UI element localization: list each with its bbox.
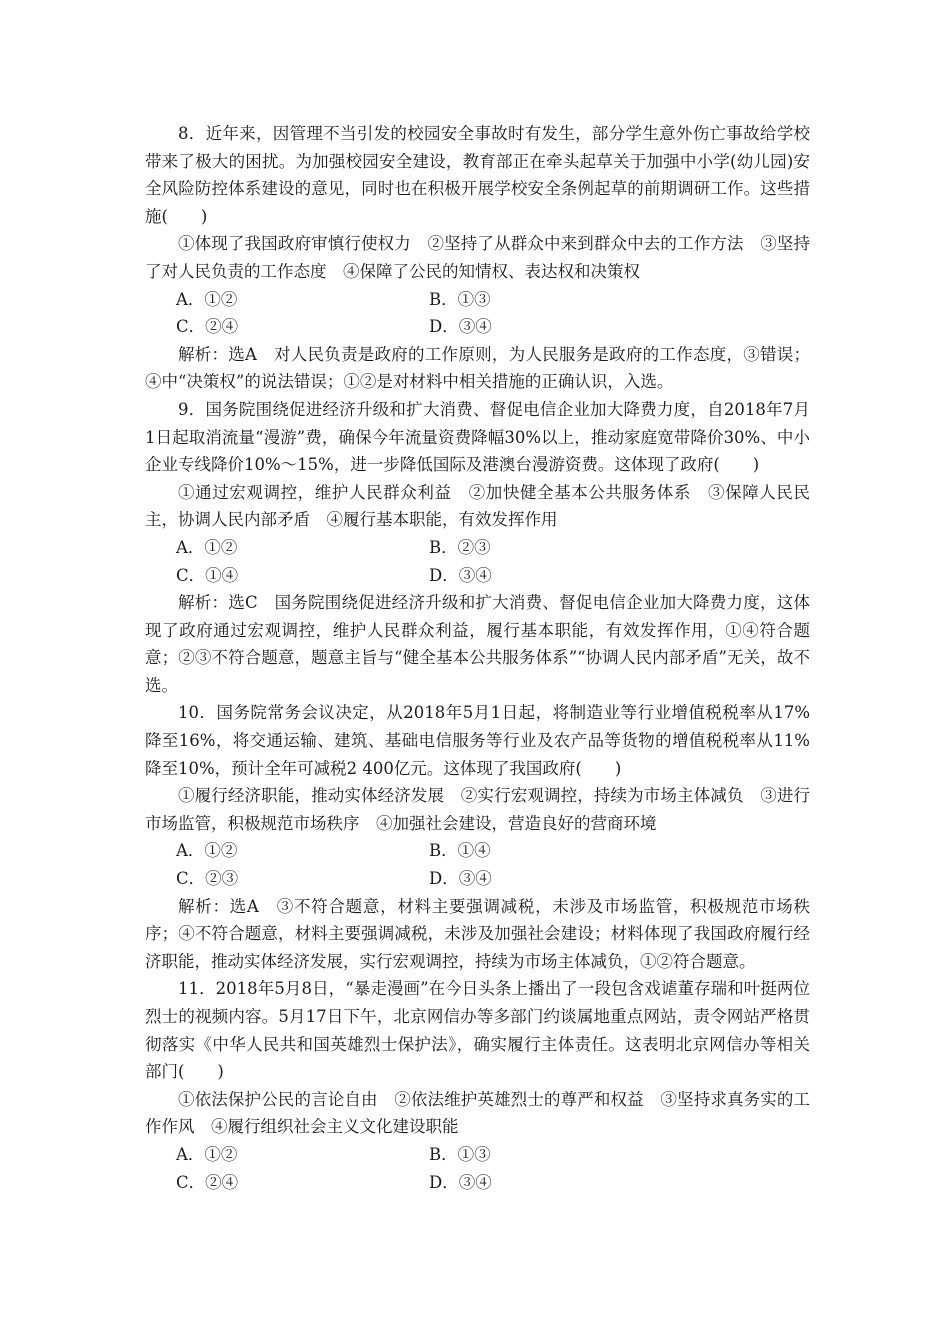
- options-row: [145, 837, 810, 865]
- option-c: C．①④: [176, 565, 239, 585]
- option-d: D．③④: [429, 869, 492, 889]
- question-stem: 8．近年来，因管理不当引发的校园安全事故时有发生，部分学生意外伤亡事故给学校带来了极大的困扰。为加强校园安全建设，教育部正在牵头起草关于加强中小学(幼儿园)安全风险防控体系建设的意见，同时也在积极开展学校安全条例起草的前期调研工作。这些措施( ): [145, 124, 810, 226]
- options-row: [145, 562, 810, 590]
- question-9: [145, 396, 810, 700]
- analysis: 解析：选A 对人民负责是政府的工作原则，为人民服务是政府的工作态度，③错误；④中“决策权”的说法错误；①②是对材料中相关措施的正确认识，入选。: [145, 344, 810, 392]
- options-row: [145, 865, 810, 893]
- option-c: C．②④: [176, 1172, 239, 1192]
- options-row: [145, 286, 810, 314]
- option-b: B．①③: [429, 1144, 491, 1164]
- option-c: C．②③: [176, 869, 239, 889]
- options-row: [145, 313, 810, 341]
- option-d: D．③④: [429, 317, 492, 337]
- question-items: ①履行经济职能，推动实体经济发展 ②实行宏观调控，持续为市场主体减负 ③进行市场监管，积极规范市场秩序 ④加强社会建设，营造良好的营商环境: [145, 786, 810, 833]
- question-11: [145, 975, 810, 1196]
- option-a: A．①②: [176, 537, 238, 557]
- option-d: D．③④: [429, 1172, 492, 1192]
- option-b: B．①④: [429, 841, 491, 861]
- option-b: B．②③: [429, 537, 491, 557]
- question-items: ①依法保护公民的言论自由 ②依法维护英雄烈士的尊严和权益 ③坚持求真务实的工作作风 ④履行组织社会主义文化建设职能: [145, 1089, 810, 1137]
- option-a: A．①②: [176, 289, 238, 309]
- question-stem: 9．国务院围绕促进经济升级和扩大消费、督促电信企业加大降费力度，自2018年7月1日起取消流量“漫游”费，确保今年流量资费降幅30%以上，推动家庭宽带降价30%、中小企业专线降价10%～15%，进一步降低国际及港澳台漫游资费。这体现了政府( ): [145, 399, 810, 475]
- options-row: [145, 1169, 810, 1197]
- question-stem: 10．国务院常务会议决定，从2018年5月1日起，将制造业等行业增值税税率从17%降至16%，将交通运输、建筑、基础电信服务等行业及农产品等货物的增值税税率从11%降至10%，预计全年可减税2 400亿元。这体现了我国政府( ): [145, 703, 810, 778]
- option-d: D．③④: [429, 565, 492, 585]
- option-c: C．②④: [176, 317, 239, 337]
- analysis: 解析：选A ③不符合题意，材料主要强调减税，未涉及市场监管，积极规范市场秩序；④不符合题意，材料主要强调减税，未涉及加强社会建设；材料体现了我国政府履行经济职能，推动实体经济发展，实行宏观调控，持续为市场主体减负，①②符合题意。: [145, 896, 810, 971]
- question-8: [145, 120, 810, 396]
- question-items: ①通过宏观调控，维护人民群众利益 ②加快健全基本公共服务体系 ③保障人民民主，协调人民内部矛盾 ④履行基本职能，有效发挥作用: [145, 482, 810, 530]
- document-page: [145, 120, 810, 1196]
- option-a: A．①②: [176, 841, 238, 861]
- option-b: B．①③: [429, 289, 491, 309]
- question-10: [145, 699, 810, 975]
- analysis: 解析：选C 国务院围绕促进经济升级和扩大消费、督促电信企业加大降费力度，这体现了政府通过宏观调控，维护人民群众利益，履行基本职能，有效发挥作用，①④符合题意；②③不符合题意，题意主旨与“健全基本公共服务体系”“协调人民内部矛盾”无关，故不选。: [145, 593, 810, 695]
- question-stem: 11．2018年5月8日，“暴走漫画”在今日头条上播出了一段包含戏谑董存瑞和叶挺两位烈士的视频内容。5月17日下午，北京网信办等多部门约谈属地重点网站，责令网站严格贯彻落实《中华人民共和国英雄烈士保护法》，确实履行主体责任。这表明北京网信办等相关部门( ): [145, 979, 810, 1082]
- options-row: [145, 1141, 810, 1169]
- options-row: [145, 534, 810, 562]
- option-a: A．①②: [176, 1144, 238, 1164]
- question-items: ①体现了我国政府审慎行使权力 ②坚持了从群众中来到群众中去的工作方法 ③坚持了对人民负责的工作态度 ④保障了公民的知情权、表达权和决策权: [145, 234, 810, 281]
